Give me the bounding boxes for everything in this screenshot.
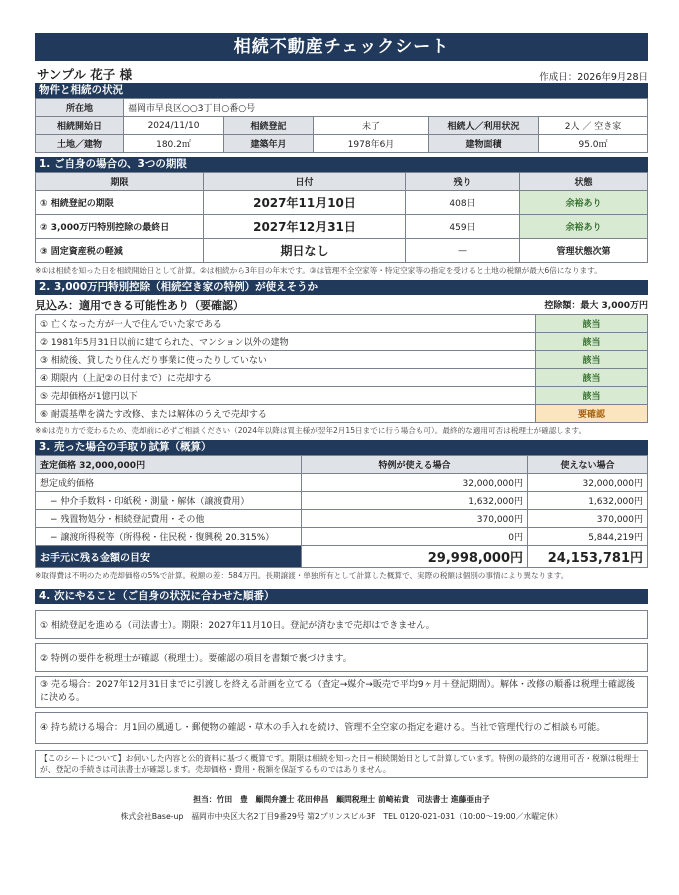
section-property-head: 物件と相続の状況: [35, 83, 648, 98]
proceeds-nouse: 32,000,000円: [528, 474, 648, 492]
start-value: 2024/11/10: [124, 117, 224, 135]
heirs-value: 2人 ／ 空き家: [539, 117, 648, 135]
proceeds-row-label: − 残置物処分・相続登記費用・その他: [36, 510, 302, 528]
requirements-table: [35, 314, 648, 423]
requirement-status: 該当: [536, 351, 648, 369]
heirs-label: 相続人／利用状況: [429, 117, 539, 135]
proceeds-row-label: − 譲渡所得税等（所得税・住民税・復興税 20.315%）: [36, 528, 302, 546]
proceeds-table: [35, 455, 648, 568]
deadline-status: 管理状態次第: [520, 239, 648, 263]
proceeds-use: 0円: [302, 528, 528, 546]
next-step-item: ① 相続登記を進める（司法書士）。期限：2027年11月10日。登記が済むまで売却はできません。: [35, 610, 648, 639]
requirement-status: 該当: [536, 369, 648, 387]
total-label: お手元に残る金額の目安: [36, 546, 302, 568]
deadline-left: 408日: [406, 191, 520, 215]
requirement-status: 要確認: [536, 405, 648, 423]
built-value: 1978年6月: [314, 135, 429, 153]
page-title: 相続不動産チェックシート: [35, 33, 648, 61]
deadline-status: 余裕あり: [520, 215, 648, 239]
col-left: 残り: [406, 173, 520, 191]
appraisal-label: 査定価格 32,000,000円: [36, 456, 302, 474]
staff-list: 担当：竹田 豊 顧問弁護士 花田伸昌 顧問税理士 前崎祐貴 司法書士 進藤亜由子: [193, 795, 490, 804]
proceeds-use: 370,000円: [302, 510, 528, 528]
deduction-outlook: 見込み：適用できる可能性あり（要確認）: [35, 298, 244, 312]
requirement-item: ③ 相続後、貸したり住んだり事業に使ったりしていない: [36, 351, 536, 369]
reg-label: 相続登記: [224, 117, 314, 135]
col-period: 期限: [36, 173, 204, 191]
deadline-left: —: [406, 239, 520, 263]
start-label: 相続開始日: [36, 117, 124, 135]
section-deduction-head: 2. 3,000万円特別控除（相続空き家の特例）が使えそうか: [35, 280, 648, 295]
deadlines-table: [35, 172, 648, 263]
next-step-item: ② 特例の要件を税理士が確認（税理士）。要確認の項目を書類で裏づけます。: [35, 643, 648, 672]
deadlines-note: ※①は相続を知った日を相続開始日として計算。②は相続から3年目の年末です。③は管理不全空家等・特定空家等の指定を受けると土地の税額が最大6倍になります。: [35, 266, 602, 275]
requirement-item: ① 亡くなった方が一人で住んでいた家である: [36, 315, 536, 333]
created-date: 作成日：2026年9月28日: [539, 72, 648, 83]
requirement-status: 該当: [536, 315, 648, 333]
area-label: 建物面積: [429, 135, 539, 153]
deduction-amount: 控除額：最大 3,000万円: [544, 301, 648, 311]
col-status: 状態: [520, 173, 648, 191]
address-value: 福岡市早良区○○3丁目○番○号: [124, 99, 648, 117]
proceeds-nouse: 370,000円: [528, 510, 648, 528]
requirement-item: ⑤ 売却価格が1億円以下: [36, 387, 536, 405]
deadline-left: 459日: [406, 215, 520, 239]
proceeds-use: 1,632,000円: [302, 492, 528, 510]
deadline-status: 余裕あり: [520, 191, 648, 215]
deadline-date: 2027年11月10日: [204, 191, 406, 215]
client-name: サンプル 花子 様: [37, 67, 133, 82]
requirement-status: 該当: [536, 333, 648, 351]
land-value: 180.2㎡: [124, 135, 224, 153]
section-next-steps-head: 4. 次にやること（ご自身の状況に合わせた順番）: [35, 589, 648, 604]
reg-value: 未了: [314, 117, 429, 135]
area-value: 95.0㎡: [539, 135, 648, 153]
deduction-note: ※⑥は売り方で変わるため、売却前に必ずご相談ください（2024年以降は買主様が翌年2月15日までに行う場合も可）。最終的な適用可否は税理士が確認します。: [35, 426, 587, 435]
proceeds-nouse: 1,632,000円: [528, 492, 648, 510]
deadline-date: 期日なし: [204, 239, 406, 263]
col-special-use: 特例が使える場合: [302, 456, 528, 474]
requirement-item: ⑥ 耐震基準を満たす改修、または解体のうえで売却する: [36, 405, 536, 423]
section-deadlines-head: 1. ご自身の場合の、3つの期限: [35, 157, 648, 172]
total-nouse: 24,153,781円: [528, 546, 648, 568]
address-label: 所在地: [36, 99, 124, 117]
deadline-date: 2027年12月31日: [204, 215, 406, 239]
deduction-summary: [35, 295, 648, 314]
proceeds-use: 32,000,000円: [302, 474, 528, 492]
col-special-nouse: 使えない場合: [528, 456, 648, 474]
proceeds-row-label: 想定成約価格: [36, 474, 302, 492]
next-step-item: ④ 持ち続ける場合：月1回の風通し・郵便物の確認・草木の手入れを続け、管理不全空家の指定を避ける。当社で管理代行のご相談も可能。: [35, 712, 648, 744]
next-step-item: ③ 売る場合：2027年12月31日までに引渡しを終える計画を立てる（査定→媒介→販売で平均9ヶ月＋登記期間）。解体・改修の順番は税理士確認後に決める。: [35, 676, 648, 708]
about-sheet: 【このシートについて】お伺いした内容と公的資料に基づく概算です。期限は相続を知った日＝相続開始日として計算しています。特例の最終的な適用可否・税額は税理士が、登記の手続きは司法書士が確認します。売却価格・費用・税額を保証するものではありません。: [35, 750, 648, 778]
built-label: 建築年月: [224, 135, 314, 153]
total-use: 29,998,000円: [302, 546, 528, 568]
name-row: [35, 61, 648, 83]
section-proceeds-head: 3. 売った場合の手取り試算（概算）: [35, 440, 648, 455]
property-table: [35, 98, 648, 153]
proceeds-row-label: − 仲介手数料・印紙税・測量・解体（譲渡費用）: [36, 492, 302, 510]
deadline-label: ① 相続登記の期限: [36, 191, 204, 215]
proceeds-nouse: 5,844,219円: [528, 528, 648, 546]
deadline-label: ③ 固定資産税の軽減: [36, 239, 204, 263]
deadline-label: ② 3,000万円特別控除の最終日: [36, 215, 204, 239]
check-sheet: [35, 0, 648, 822]
land-label: 土地／建物: [36, 135, 124, 153]
requirement-item: ② 1981年5月31日以前に建てられた、マンション以外の建物: [36, 333, 536, 351]
requirement-item: ④ 期限内（上記②の日付まで）に売却する: [36, 369, 536, 387]
col-date: 日付: [204, 173, 406, 191]
company-info: 株式会社Base-up 福岡市中央区大名2丁目9番29号 第2プリンスビル3F TEL 0120-021-031（10:00〜19:00／水曜定休）: [120, 812, 563, 821]
proceeds-note: ※取得費は不明のため売却価格の5%で計算。税額の差：584万円。長期譲渡・単独所有として計算した概算で、実際の税額は個別の事情により異なります。: [35, 571, 569, 580]
requirement-status: 該当: [536, 387, 648, 405]
